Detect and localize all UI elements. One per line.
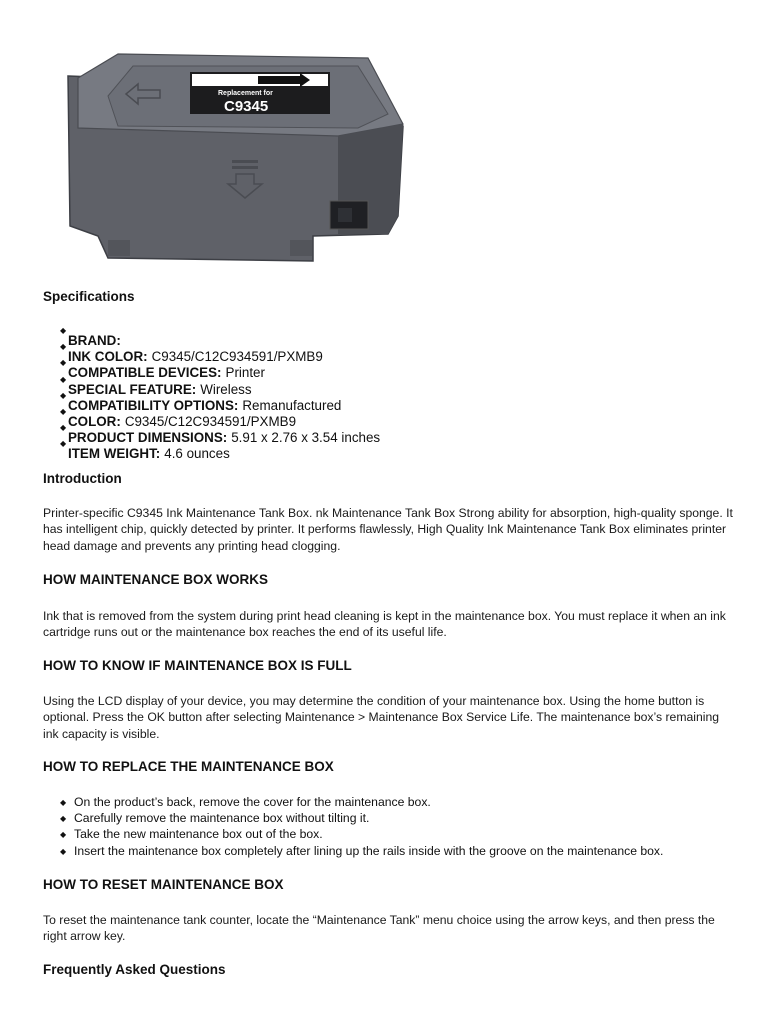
how-reset-heading: HOW TO RESET MAINTENANCE BOX bbox=[43, 877, 284, 892]
spec-key: SPECIAL FEATURE: bbox=[68, 381, 197, 397]
spec-special-feature bbox=[60, 374, 380, 398]
spec-value: C9345/C12C934591/PXMB9 bbox=[151, 349, 323, 365]
spec-key: COMPATIBILITY OPTIONS: bbox=[68, 397, 239, 413]
product-label bbox=[190, 72, 330, 115]
step-text: On the product’s back, remove the cover for the maintenance box. bbox=[74, 795, 431, 809]
product-image bbox=[58, 36, 418, 276]
label-model: C9345 bbox=[224, 98, 269, 115]
list-item bbox=[60, 794, 663, 810]
spec-value: Printer bbox=[225, 365, 265, 381]
bullet-icon: ◆ bbox=[60, 358, 67, 368]
how-know-full-text: Using the LCD display of your device, you may determine the condition of your maintenance box. Using the home button is optional. Press the OK button after selecting Maintenance > Maintenance Box Service Life. The maintenance box’s remaining ink capacity is visible. bbox=[43, 694, 720, 741]
spec-key: COMPATIBLE DEVICES: bbox=[68, 365, 222, 381]
spec-item-weight bbox=[60, 439, 380, 462]
bullet-icon: ◆ bbox=[60, 814, 67, 824]
introduction-text: Printer-specific C9345 Ink Maintenance Tank Box. nk Maintenance Tank Box Strong ability for absorption, high-quality sponge. It has intelligent chip, quickly detected by printer. It performs flawlessly, High Quality Ink Maintenance Tank Box eliminates printer head damage and prevents any printing head clogging. bbox=[43, 506, 733, 553]
bullet-icon: ◆ bbox=[60, 342, 67, 352]
spec-key: INK COLOR: bbox=[68, 349, 148, 365]
connector-notch bbox=[330, 201, 368, 229]
how-box-works-text: Ink that is removed from the system during print head cleaning is kept in the maintenance box. You must replace it when an ink cartridge runs out or the maintenance box reaches the end of its useful life. bbox=[43, 609, 726, 640]
list-item bbox=[60, 826, 663, 842]
step-text: Insert the maintenance box completely after lining up the rails inside with the groove on the maintenance box. bbox=[74, 843, 664, 858]
spec-brand bbox=[60, 326, 380, 352]
spec-compatibility-options bbox=[60, 390, 380, 414]
bullet-icon: ◆ bbox=[60, 423, 67, 433]
faq-heading: Frequently Asked Questions bbox=[43, 962, 226, 977]
spec-value: Remanufactured bbox=[242, 397, 342, 413]
list-item bbox=[60, 810, 663, 826]
bullet-icon: ◆ bbox=[60, 439, 67, 449]
specifications-list bbox=[60, 326, 381, 463]
how-replace-heading: HOW TO REPLACE THE MAINTENANCE BOX bbox=[43, 759, 334, 774]
spec-color bbox=[60, 406, 380, 433]
introduction-heading: Introduction bbox=[43, 471, 122, 486]
step-text: Take the new maintenance box out of the box. bbox=[74, 827, 323, 842]
bullet-icon: ◆ bbox=[60, 830, 67, 840]
bullet-icon: ◆ bbox=[60, 406, 67, 416]
bullet-icon: ◆ bbox=[60, 390, 67, 400]
spec-key: PRODUCT DIMENSIONS: bbox=[68, 430, 228, 446]
spec-key: COLOR: bbox=[68, 413, 121, 429]
step-text: Carefully remove the maintenance box without tilting it. bbox=[74, 811, 370, 826]
spec-value: Wireless bbox=[200, 381, 252, 397]
specifications-heading: Specifications bbox=[43, 289, 135, 304]
bullet-icon: ◆ bbox=[60, 846, 67, 856]
bullet-icon: ◆ bbox=[60, 326, 67, 335]
how-box-works-heading: HOW MAINTENANCE BOX WORKS bbox=[43, 572, 268, 587]
spec-ink-color bbox=[60, 342, 380, 368]
label-subtitle: Replacement for bbox=[218, 90, 273, 97]
spec-value: 4.6 ounces bbox=[164, 446, 230, 462]
spec-key: BRAND: bbox=[68, 333, 121, 348]
how-know-full-heading: HOW TO KNOW IF MAINTENANCE BOX IS FULL bbox=[43, 658, 352, 673]
replace-steps-list bbox=[60, 794, 663, 859]
spec-key: ITEM WEIGHT: bbox=[68, 446, 161, 462]
how-reset-text: To reset the maintenance tank counter, locate the “Maintenance Tank” menu choice using the arrow keys, and then press the right arrow key. bbox=[43, 913, 715, 944]
list-item bbox=[60, 843, 663, 859]
spec-product-dimensions bbox=[60, 423, 381, 449]
bullet-icon: ◆ bbox=[60, 374, 67, 384]
spec-value: 5.91 x 2.76 x 3.54 inches bbox=[231, 430, 381, 446]
spec-compatible-devices bbox=[60, 358, 380, 381]
spec-value: C9345/C12C934591/PXMB9 bbox=[124, 413, 297, 429]
bullet-icon: ◆ bbox=[60, 798, 67, 807]
